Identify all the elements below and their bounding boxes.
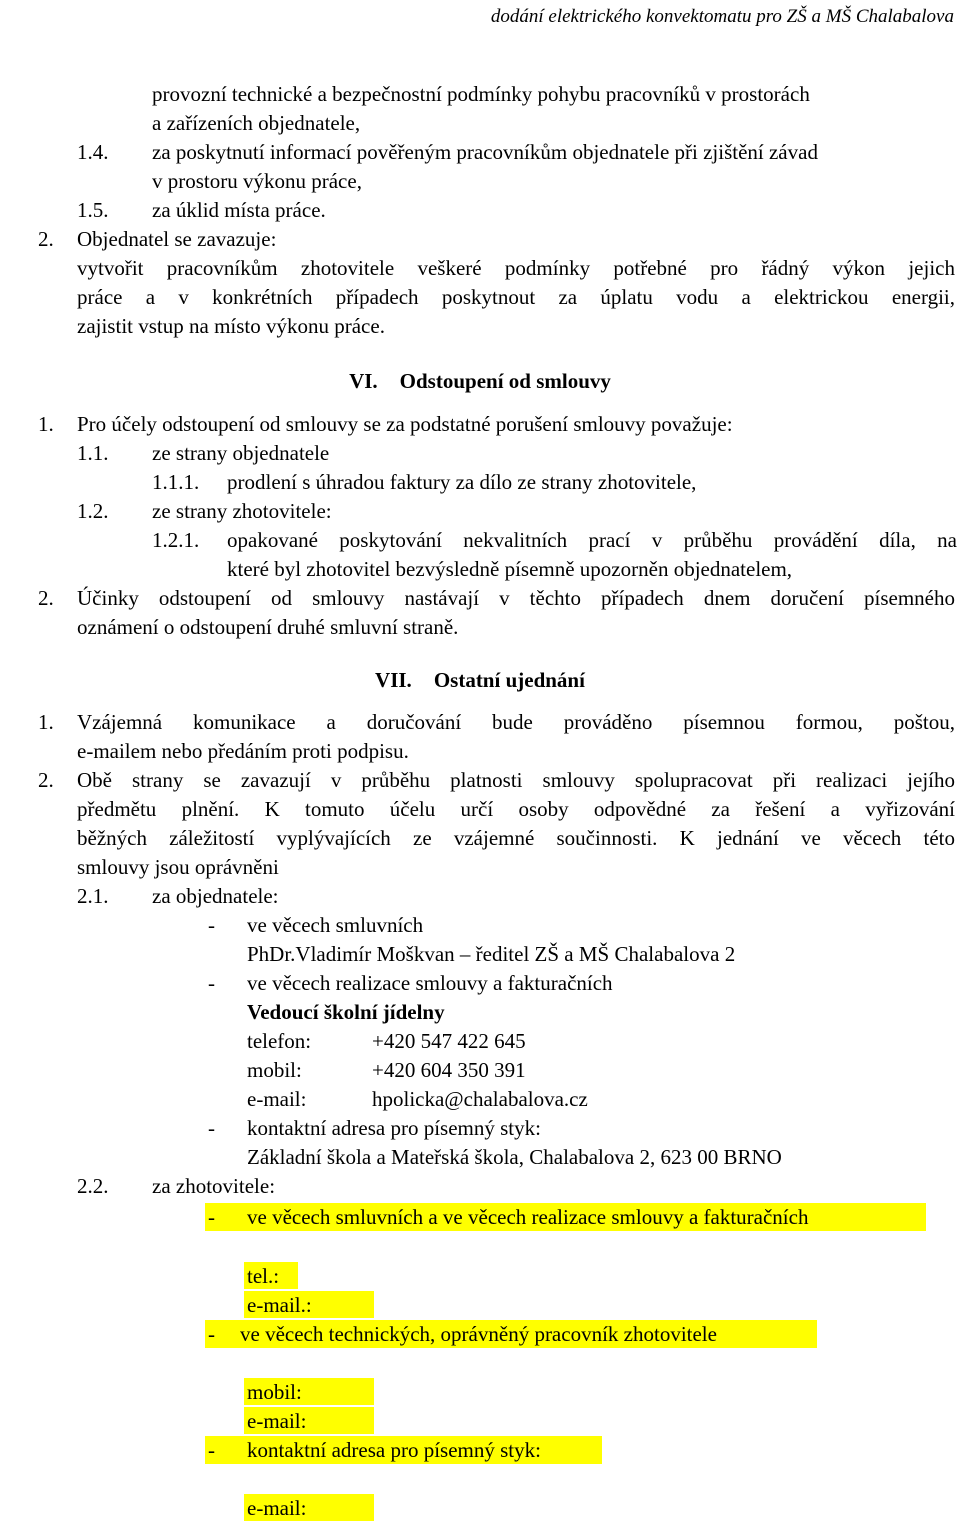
running-header: dodání elektrického konvektomatu pro ZŠ a MŠ Chalabalova bbox=[490, 6, 954, 27]
contact-label: e-mail: bbox=[244, 1494, 374, 1521]
item-number: 2.2. bbox=[77, 1174, 109, 1198]
paragraph-line: vytvořit pracovníkům zhotovitele veškeré podmínky potřebné pro řádný výkon jejich bbox=[77, 256, 955, 280]
paragraph-line: Obě strany se zavazují v průběhu platnosti smlouvy spolupracovat při realizaci jejího bbox=[77, 768, 955, 792]
section-title: Odstoupení od smlouvy bbox=[399, 369, 611, 393]
section-number: VI. bbox=[349, 369, 378, 393]
paragraph-line: prodlení s úhradou faktury za dílo ze strany zhotovitele, bbox=[227, 470, 697, 494]
item-number: 1.5. bbox=[77, 198, 109, 222]
section-number: VII. bbox=[375, 668, 412, 692]
list-dash: - bbox=[208, 1438, 215, 1462]
item-number: 1.2. bbox=[77, 499, 109, 523]
section-heading-vii bbox=[0, 666, 960, 695]
contact-label: e-mail: bbox=[244, 1407, 374, 1434]
list-item: kontaktní adresa pro písemný styk: bbox=[247, 1438, 541, 1462]
section-title: Ostatní ujednání bbox=[433, 668, 585, 692]
list-dash: - bbox=[208, 1322, 215, 1346]
contact-label: e-mail: bbox=[247, 1087, 307, 1111]
section-heading-vi bbox=[0, 367, 960, 396]
list-item: kontaktní adresa pro písemný styk: bbox=[247, 1116, 541, 1140]
paragraph-line: zajistit vstup na místo výkonu práce. bbox=[77, 314, 385, 338]
item-number: 1. bbox=[38, 412, 54, 436]
list-dash: - bbox=[208, 1116, 215, 1140]
item-number: 1. bbox=[38, 710, 54, 734]
highlighted-list-item bbox=[205, 1320, 817, 1348]
list-item: ve věcech technických, oprávněný pracovník zhotovitele bbox=[240, 1322, 717, 1346]
paragraph-line: Pro účely odstoupení od smlouvy se za podstatné porušení smlouvy považuje: bbox=[77, 412, 733, 436]
contact-label: mobil: bbox=[244, 1378, 374, 1405]
contact-value: hpolicka@chalabalova.cz bbox=[372, 1087, 588, 1111]
contact-value: +420 604 350 391 bbox=[372, 1058, 526, 1082]
paragraph-line: za objednatele: bbox=[152, 884, 279, 908]
item-number: 2. bbox=[38, 586, 54, 610]
item-number: 1.1.1. bbox=[152, 470, 200, 494]
list-item: ve věcech smluvních bbox=[247, 913, 424, 937]
paragraph-line: které byl zhotovitel bezvýsledně písemně upozorněn objednatelem, bbox=[227, 557, 793, 581]
paragraph-line: a zařízeních objednatele, bbox=[152, 111, 361, 135]
paragraph-line: provozní technické a bezpečnostní podmínky pohybu pracovníků v prostorách bbox=[152, 82, 810, 106]
highlighted-list-item bbox=[205, 1203, 926, 1231]
paragraph-line: ze strany objednatele bbox=[152, 441, 330, 465]
list-dash: - bbox=[208, 913, 215, 937]
paragraph-line: Vzájemná komunikace a doručování bude prováděno písemnou formou, poštou, bbox=[77, 710, 955, 734]
contact-address: Základní škola a Mateřská škola, Chalabalova 2, 623 00 BRNO bbox=[247, 1145, 782, 1169]
contact-label: tel.: bbox=[244, 1262, 298, 1289]
paragraph-line: za poskytnutí informací pověřeným pracovníkům objednatele při zjištění závad bbox=[152, 140, 818, 164]
contact-label: e-mail.: bbox=[244, 1291, 374, 1318]
paragraph-line: předmětu plnění. K tomuto účelu určí osoby odpovědné za řešení a vyřizování bbox=[77, 797, 955, 821]
paragraph-line: oznámení o odstoupení druhé smluvní straně. bbox=[77, 615, 459, 639]
paragraph-line: opakované poskytování nekvalitních prací v průběhu provádění díla, na bbox=[227, 528, 957, 552]
list-item: ve věcech smluvních a ve věcech realizace smlouvy a fakturačních bbox=[247, 1205, 809, 1229]
list-item: ve věcech realizace smlouvy a fakturačních bbox=[247, 971, 613, 995]
paragraph-line: za úklid místa práce. bbox=[152, 198, 326, 222]
paragraph-line: Účinky odstoupení od smlouvy nastávají v těchto případech dnem doručení písemného bbox=[77, 586, 955, 610]
paragraph-line: práce a v konkrétních případech poskytnout za úplatu vodu a elektrickou energii, bbox=[77, 285, 955, 309]
paragraph-line: v prostoru výkonu práce, bbox=[152, 169, 362, 193]
item-number: 2.1. bbox=[77, 884, 109, 908]
contact-person: PhDr.Vladimír Moškvan – ředitel ZŠ a MŠ Chalabalova 2 bbox=[247, 942, 736, 966]
contact-label: mobil: bbox=[247, 1058, 302, 1082]
paragraph-line: smlouvy jsou oprávněni bbox=[77, 855, 279, 879]
highlighted-list-item bbox=[205, 1436, 602, 1464]
item-number: 1.1. bbox=[77, 441, 109, 465]
list-dash: - bbox=[208, 971, 215, 995]
paragraph-line: ze strany zhotovitele: bbox=[152, 499, 332, 523]
contact-label: telefon: bbox=[247, 1029, 312, 1053]
contact-person: Vedoucí školní jídelny bbox=[247, 1000, 445, 1024]
list-dash: - bbox=[208, 1205, 215, 1229]
paragraph-line: e-mailem nebo předáním proti podpisu. bbox=[77, 739, 409, 763]
item-number: 1.4. bbox=[77, 140, 109, 164]
paragraph-line: běžných záležitostí vyplývajících ze vzájemné součinnosti. K jednání ve věcech této bbox=[77, 826, 955, 850]
paragraph-line: Objednatel se zavazuje: bbox=[77, 227, 277, 251]
paragraph-line: za zhotovitele: bbox=[152, 1174, 276, 1198]
item-number: 2. bbox=[38, 768, 54, 792]
item-number: 1.2.1. bbox=[152, 528, 200, 552]
item-number: 2. bbox=[38, 227, 54, 251]
contact-value: +420 547 422 645 bbox=[372, 1029, 526, 1053]
